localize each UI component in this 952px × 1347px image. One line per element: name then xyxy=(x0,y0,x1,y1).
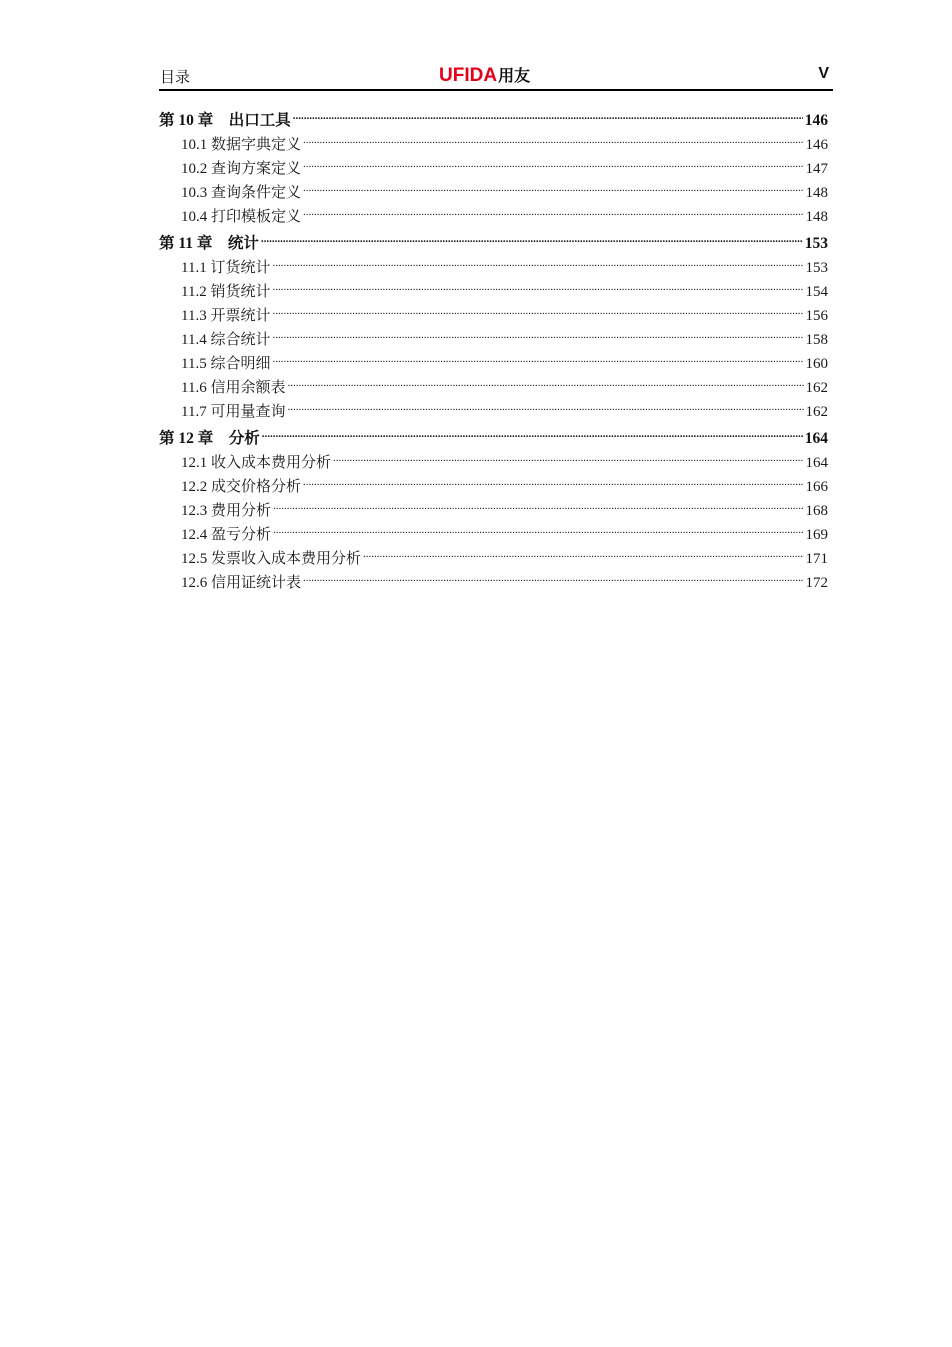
toc-dot-leader xyxy=(303,158,803,173)
toc-section-entry[interactable] xyxy=(159,304,828,328)
toc-entry-label: 11.7 可用量查询 xyxy=(181,404,286,420)
toc-entry-page: 162 xyxy=(805,404,828,420)
toc-entry-page: 146 xyxy=(805,137,828,153)
toc-dot-leader xyxy=(273,500,803,515)
toc-dot-leader xyxy=(272,305,803,320)
toc-dot-leader xyxy=(287,377,803,392)
toc-chapter-entry[interactable] xyxy=(159,232,828,256)
toc-entry-label: 10.3 查询条件定义 xyxy=(181,185,302,201)
toc-entry-page: 160 xyxy=(805,356,828,372)
toc-entry-label: 10.2 查询方案定义 xyxy=(181,161,302,177)
toc-dot-leader xyxy=(272,281,803,296)
toc-entry-page: 156 xyxy=(805,308,828,324)
toc-section-entry[interactable] xyxy=(159,499,828,523)
toc-section-entry[interactable] xyxy=(159,571,828,595)
logo-text-cn: 用友 xyxy=(498,66,531,85)
toc-entry-label: 10.4 打印模板定义 xyxy=(181,209,302,225)
toc-dot-leader xyxy=(272,257,803,272)
toc-chapter-entry[interactable] xyxy=(159,427,828,451)
toc-entry-page: 146 xyxy=(804,112,828,129)
toc-dot-leader xyxy=(273,524,803,539)
toc-dot-leader xyxy=(262,428,803,444)
toc-entry-page: 164 xyxy=(804,430,828,447)
toc-entry-page: 158 xyxy=(805,332,828,348)
toc-entry-label: 11.5 综合明细 xyxy=(181,356,271,372)
toc-entry-label: 12.1 收入成本费用分析 xyxy=(181,455,332,471)
toc-entry-label: 第 12 章 分析 xyxy=(159,430,260,447)
toc-section-entry[interactable] xyxy=(159,157,828,181)
toc-entry-label: 第 10 章 出口工具 xyxy=(159,112,291,129)
toc-section-entry[interactable] xyxy=(159,352,828,376)
toc-entry-label: 12.2 成交价格分析 xyxy=(181,479,302,495)
toc-section-entry[interactable] xyxy=(159,547,828,571)
page-number: V xyxy=(818,65,829,82)
table-of-contents xyxy=(159,109,828,595)
toc-section-entry[interactable] xyxy=(159,523,828,547)
header-section-title: 目录 xyxy=(160,68,191,86)
toc-entry-page: 147 xyxy=(805,161,828,177)
toc-entry-page: 153 xyxy=(805,260,828,276)
toc-entry-label: 12.3 费用分析 xyxy=(181,503,272,519)
toc-dot-leader xyxy=(333,452,803,467)
logo-text-en: UFIDA xyxy=(439,65,498,86)
toc-section-entry[interactable] xyxy=(159,451,828,475)
toc-section-entry[interactable] xyxy=(159,328,828,352)
toc-entry-label: 11.6 信用余额表 xyxy=(181,380,286,396)
toc-entry-label: 12.4 盈亏分析 xyxy=(181,527,272,543)
toc-chapter-entry[interactable] xyxy=(159,109,828,133)
toc-dot-leader xyxy=(261,233,803,249)
toc-section-entry[interactable] xyxy=(159,205,828,229)
toc-entry-label: 10.1 数据字典定义 xyxy=(181,137,302,153)
toc-entry-label: 12.6 信用证统计表 xyxy=(181,575,302,591)
toc-entry-page: 148 xyxy=(805,209,828,225)
toc-entry-page: 148 xyxy=(805,185,828,201)
toc-section-entry[interactable] xyxy=(159,133,828,157)
page-header xyxy=(159,62,833,91)
toc-dot-leader xyxy=(293,110,803,126)
toc-section-entry[interactable] xyxy=(159,400,828,424)
toc-entry-label: 11.3 开票统计 xyxy=(181,308,271,324)
toc-entry-label: 12.5 发票收入成本费用分析 xyxy=(181,551,362,567)
toc-entry-label: 第 11 章 统计 xyxy=(159,235,259,252)
toc-dot-leader xyxy=(363,548,803,563)
toc-dot-leader xyxy=(272,353,803,368)
toc-section-entry[interactable] xyxy=(159,256,828,280)
toc-dot-leader xyxy=(303,476,803,491)
toc-section-entry[interactable] xyxy=(159,376,828,400)
toc-entry-page: 164 xyxy=(805,455,828,471)
toc-section-entry[interactable] xyxy=(159,475,828,499)
toc-entry-page: 172 xyxy=(805,575,828,591)
toc-dot-leader xyxy=(287,401,803,416)
toc-entry-label: 11.2 销货统计 xyxy=(181,284,271,300)
toc-entry-page: 169 xyxy=(805,527,828,543)
toc-section-entry[interactable] xyxy=(159,181,828,205)
ufida-logo xyxy=(439,63,530,87)
toc-entry-label: 11.4 综合统计 xyxy=(181,332,271,348)
toc-section-entry[interactable] xyxy=(159,280,828,304)
toc-entry-page: 166 xyxy=(805,479,828,495)
toc-dot-leader xyxy=(303,206,803,221)
toc-dot-leader xyxy=(272,329,803,344)
toc-dot-leader xyxy=(303,134,803,149)
toc-entry-label: 11.1 订货统计 xyxy=(181,260,271,276)
toc-entry-page: 162 xyxy=(805,380,828,396)
toc-entry-page: 168 xyxy=(805,503,828,519)
toc-entry-page: 154 xyxy=(805,284,828,300)
toc-dot-leader xyxy=(303,182,803,197)
toc-dot-leader xyxy=(303,572,803,587)
toc-entry-page: 171 xyxy=(805,551,828,567)
toc-entry-page: 153 xyxy=(804,235,828,252)
